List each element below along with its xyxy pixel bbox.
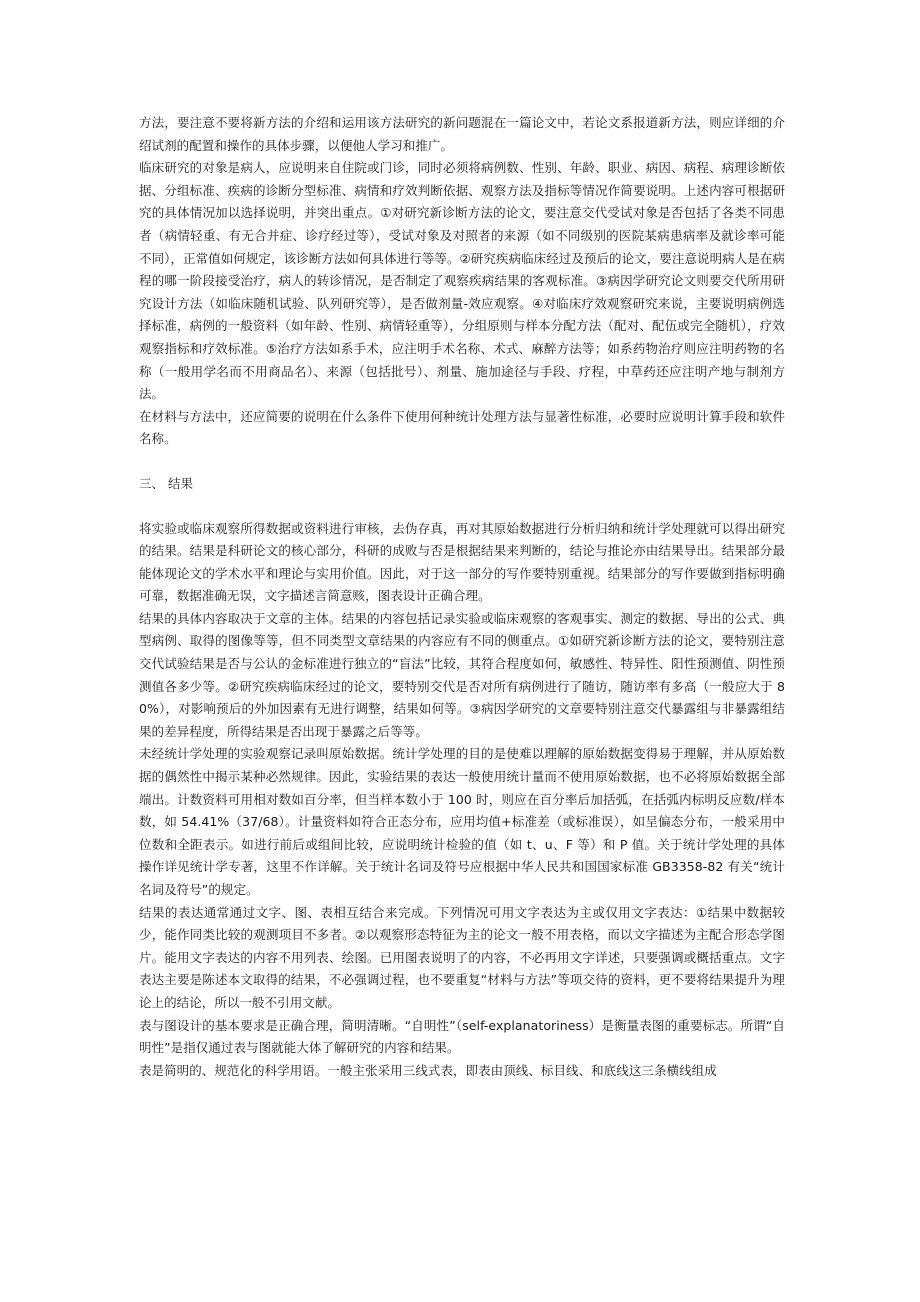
paragraph-table-format: 表是简明的、规范化的科学用语。一般主张采用三线式表，即表由顶线、标目线、和底线这三条横线组成: [139, 1062, 717, 1078]
paragraph-new-method-note: 方法，要注意不要将新方法的介绍和运用该方法研究的新问题混在一篇论文中，若论文系报道新方法，则应详细的介绍试剂的配置和操作的具体步骤，以便他人学习和推广。: [139, 115, 785, 153]
paragraph-results-overview: 将实验或临床观察所得数据或资料进行审核，去伪存真，再对其原始数据进行分析归纳和统计学处理就可以得出研究的结果。结果是科研论文的核心部分，科研的成败与否是根据结果来判断的，结论与推论亦由结果导出。结果部分最能体现论文的学术水平和理论与实用价值。因此，对于这一部分的写作要特别重视。结果部分的写作要做到指标明确可靠，数据准确无误，文字描述言简意赅，图表设计正确合理。: [139, 520, 785, 604]
paragraph-clinical-subjects: 临床研究的对象是病人，应说明来自住院或门诊，同时必须将病例数、性别、年龄、职业、病因、病程、病理诊断依据、分组标准、疾病的诊断分型标准、病情和疗效判断依据、观察方法及指标等情况作简要说明。上述内容可根据研究的具体情况加以选择说明，并突出重点。①对研究新诊断方法的论文，要注意交代受试对象是否包括了各类不同患者（病情轻重、有无合并症、诊疗经过等），受试对象及对照者的来源（如不同级别的医院某病患病率及就诊率可能不同），正常值如何规定，该诊断方法如何具体进行等等。②研究疾病临床经过及预后的论文，要注意说明病人是在病程的哪一阶段接受治疗，病人的转诊情况，是否制定了观察疾病结果的客观标准。③病因学研究论文则要交代所用研究设计方法（如临床随机试验、队列研究等），是否做剂量-效应观察。④对临床疗效观察研究来说，主要说明病例选择标准，病例的一般资料（如年龄、性别、病情轻重等），分组原则与样本分配方法（配对、配伍或完全随机），疗效观察指标和疗效标准。⑤治疗方法如系手术，应注明手术名称、术式、麻醉方法等；如系药物治疗则应注明药物的名称（一般用学名而不用商品名）、来源（包括批号）、剂量、施加途径与手段、疗程，中草药还应注明产地与制剂方法。: [139, 160, 785, 402]
document-page: [139, 112, 785, 1082]
paragraph-statistics-methods: 在材料与方法中，还应简要的说明在什么条件下使用何种统计处理方法与显著性标准，必要时应说明计算手段和软件名称。: [139, 408, 785, 447]
paragraph-results-content: 结果的具体内容取决于文章的主体。结果的内容包括记录实验或临床观察的客观事实、测定的数据、导出的公式、典型病例、取得的图像等等，但不同类型文章结果的内容应有不同的侧重点。①如研究新诊断方法的论文，要特别注意交代试验结果是否与公认的金标准进行独立的“盲法”比较，其符合程度如何，敏感性、特异性、阳性预测值、阴性预测值各多少等。②研究疾病临床经过的论文，要特别交代是否对所有病例进行了随访，随访率有多高（一般应大于 80%），对影响预后的外加因素有无进行调整，结果如何等。③病因学研究的文章要特别注意交代暴露组与非暴露组结果的差异程度，所得结果是否出现于暴露之后等等。: [139, 610, 785, 739]
section-heading-results: 三、 结果: [139, 475, 193, 491]
paragraph-raw-data: 未经统计学处理的实验观察记录叫原始数据。统计学处理的目的是使难以理解的原始数据变得易于理解，并从原始数据的偶然性中揭示某种必然规律。因此，实验结果的表达一般使用统计量而不使用原始数据，也不必将原始数据全部端出。计数资料可用相对数如百分率，但当样本数小于 100 时，则应在百分率后加括弧，在括弧内标明反应数/样本数，如 54.41%（37/68）。计量资料如符合正态分布，应用均值+标准差（或标准误），如呈偏态分布，一般采用中位数和全距表示。如进行前后或组间比较，应说明统计检验的值（如 t、u、F 等）和 P 值。关于统计学处理的具体操作详见统计学专著，这里不作详解。关于统计名词及符号应根据中华人民共和国国家标准 GB3358-82 有关“统计名词及符号”的规定。: [139, 746, 785, 897]
paragraph-results-expression: 结果的表达通常通过文字、图、表相互结合来完成。下列情况可用文字表达为主或仅用文字表达：①结果中数据较少，能作同类比较的观测项目不多者。②以观察形态特征为主的论文一般不用表格，而以文字描述为主配合形态学图片。能用文字表达的内容不用列表、绘图。已用图表说明了的内容，不必再用文字详述，只要强调或概括重点。文字表达主要是陈述本文取得的结果，不必强调过程，也不要重复“材料与方法”等项交待的资料，更不要将结果提升为理论上的结论，所以一般不引用文献。: [139, 904, 785, 1010]
paragraph-table-figure-design: 表与图设计的基本要求是正确合理，简明清晰。“自明性”（self-explanatoriness）是衡量表图的重要标志。所谓“自明性”是指仅通过表与图就能大体了解研究的内容和结果。: [139, 1017, 785, 1056]
